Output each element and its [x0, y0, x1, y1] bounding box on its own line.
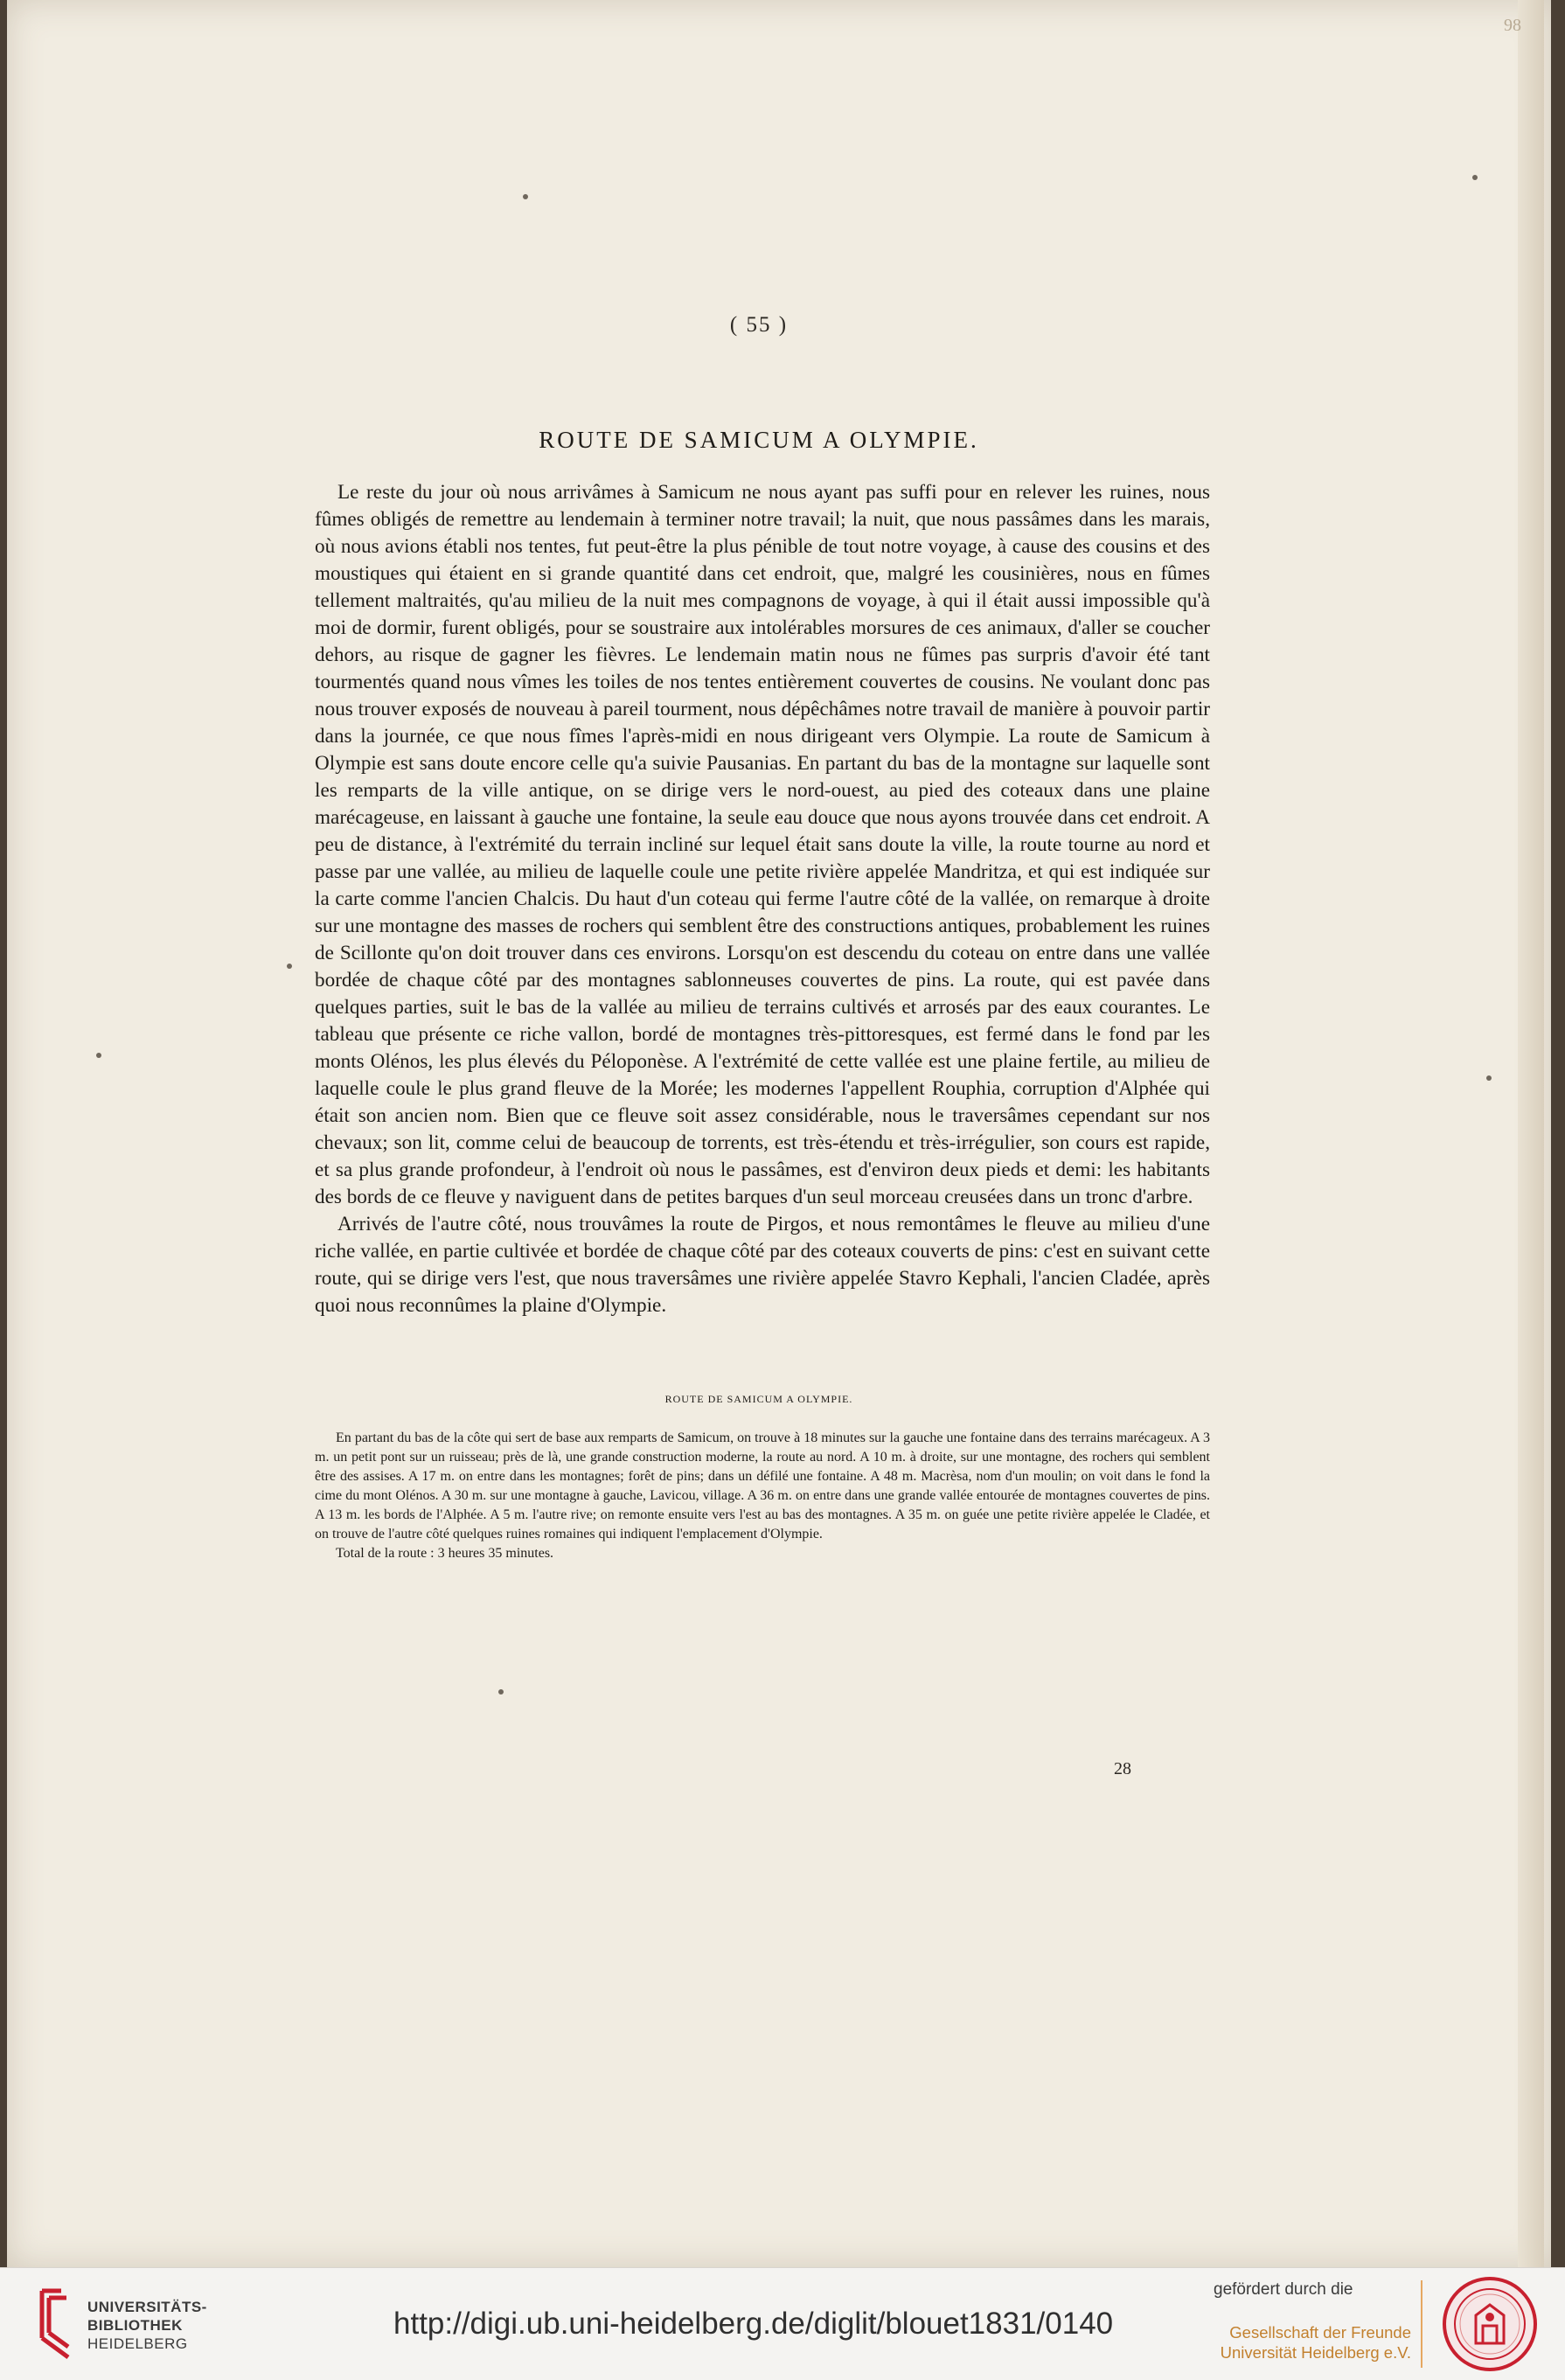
paper-speck: [1472, 175, 1478, 180]
society-name: [1219, 2322, 1411, 2363]
society-name-line: Gesellschaft der Freunde: [1229, 2323, 1411, 2342]
itinerary-title: ROUTE DE SAMICUM A OLYMPIE.: [664, 1393, 853, 1405]
paper-speck: [523, 194, 528, 199]
permalink-url[interactable]: http://digi.ub.uni-heidelberg.de/diglit/blouet1831/0140: [393, 2307, 1114, 2341]
paper-speck: [287, 964, 292, 969]
itinerary-block: [315, 1429, 1210, 1563]
library-name-line: HEIDELBERG: [87, 2335, 188, 2352]
paper-speck: [1486, 1075, 1492, 1081]
signature-mark: 28: [1114, 1759, 1131, 1778]
library-name: [87, 2298, 207, 2353]
library-logo-icon: [35, 2286, 75, 2363]
footer-divider: [1421, 2280, 1422, 2368]
chapter-heading: ROUTE DE SAMICUM A OLYMPIE.: [539, 427, 979, 453]
society-seal-icon: [1441, 2275, 1539, 2373]
page-edge: [1518, 0, 1544, 2267]
itinerary-text: En partant du bas de la côte qui sert de base aux remparts de Samicum, on trouve à 18 minutes sur la gauche une fontaine dans des terrains marécageux. A 3 m. un petit pont sur un ruisseau; près de là, une grande construction moderne, la route au nord. A 10 m. à droite, sur une montagne, des rochers qui semblent être des assises. A 17 m. on entre dans les montagnes; forêt de pins; dans un défilé une fontaine. A 48 m. Macrèsa, nom d'un moulin; on voit dans le fond la cime du mont Olénos. A 30 m. sur une montagne à gauche, Lavicou, village. A 36 m. on entre dans une grande vallée entourée de montagnes couvertes de pins. A 13 m. les bords de l'Alphée. A 5 m. l'autre rive; on remonte ensuite vers l'est au bas des montagnes. A 35 m. on guée une petite rivière appelée le Cladée, et on trouve de l'autre côté quelques ruines romaines qui indiquent l'emplacement d'Olympie.: [315, 1430, 1210, 1541]
society-name-line: Universität Heidelberg e.V.: [1220, 2343, 1411, 2362]
paper-speck: [498, 1689, 504, 1695]
library-name-line: BIBLIOTHEK: [87, 2317, 183, 2334]
library-name-line: UNIVERSITÄTS-: [87, 2299, 207, 2315]
paragraph: Le reste du jour où nous arrivâmes à Samicum ne nous ayant pas suffi pour en relever les ruines, nous fûmes obligés de remettre au lendemain à terminer notre travail; la nuit, que nous passâmes dans les marais, où nous avions établi nos tentes, fut peut-être la plus pénible de tout notre voyage, à cause des cousins et des moustiques qui étaient en si grande quantité dans cet endroit, que, malgré les cousinières, nous en fûmes tellement maltraités, qu'au milieu de la nuit mes compagnons de voyage, à qui il était aussi impossible qu'à moi de dormir, furent obligés, pour se soustraire aux intolérables morsures de ces animaux, d'aller se coucher dehors, au risque de gagner les fièvres. Le lendemain matin nous ne fûmes pas surpris d'avoir été tant tourmentés quand nous vîmes les toiles de nos tentes entièrement couvertes de cousins. Ne voulant donc pas nous trouver exposés de nouveau à pareil tourment, nous dépêchâmes notre travail de manière à pouvoir partir dans la journée, ce que nous fîmes l'après-midi en nous dirigeant vers Olympie. La route de Samicum à Olympie est sans doute encore celle qu'a suivie Pausanias. En partant du bas de la montagne sur laquelle sont les remparts de la ville antique, on se dirige vers le nord-ouest, au pied des coteaux dans une plaine marécageuse, en laissant à gauche une fontaine, la seule eau douce que nous ayons trouvée dans cet endroit. A peu de distance, à l'extrémité du terrain incliné sur lequel était sans doute la ville, la route tourne au nord et passe par une vallée, au milieu de laquelle coule une petite rivière appelée Mandritza, et qui est indiquée sur la carte comme l'ancien Chalcis. Du haut d'un coteau qui ferme l'autre côté de la vallée, on remarque à droite sur une montagne des masses de rochers qui semblent être des constructions antiques, probablement les ruines de Scillonte qu'on doit trouver dans ces environs. Lorsqu'on est descendu du coteau on entre dans une vallée bordée de chaque côté par des montagnes sablonneuses couvertes de pins. La route, qui est pavée dans quelques parties, suit le bas de la vallée au milieu de terrains cultivés et arrosés par des eaux courantes. Le tableau que présente ce riche vallon, bordé de montagnes très-pittoresques, est fermé dans le fond par les monts Olénos, les plus élevés du Péloponèse. A l'extrémité de cette vallée est une plaine fertile, au milieu de laquelle coule le plus grand fleuve de la Morée; les modernes l'appellent Rouphia, corruption d'Alphée qui était son ancien nom. Bien que ce fleuve soit assez considérable, nous le traversâmes cependant sur nos chevaux; son lit, comme celui de beaucoup de torrents, est très-étendu et très-irrégulier, son cours est rapide, et sa plus grande profondeur, à l'endroit où nous le passâmes, est d'environ deux pieds et demi: les habitants des bords de ce fleuve y naviguent dans de petites barques d'un seul morceau creusées dans un tronc d'arbre.: [315, 481, 1210, 1208]
paper-speck: [96, 1053, 101, 1058]
corner-mark: 98: [1504, 16, 1521, 35]
itinerary-total: Total de la route : 3 heures 35 minutes.: [336, 1546, 554, 1561]
funded-by-label: gefördert durch die: [1214, 2280, 1353, 2299]
page-number: ( 55 ): [729, 313, 789, 337]
footer-bar: [0, 2267, 1565, 2380]
paragraph: Arrivés de l'autre côté, nous trouvâmes la route de Pirgos, et nous remontâmes le fleuve au milieu d'une riche vallée, en partie cultivée et bordée de chaque côté par des coteaux couverts de pins: c'est en suivant cette route, qui se dirige vers l'est, que nous traversâmes une rivière appelée Stavro Kephali, l'ancien Cladée, après quoi nous reconnûmes la plaine d'Olympie.: [315, 1213, 1210, 1317]
body-text: [315, 479, 1210, 1319]
book-page: [7, 0, 1551, 2267]
